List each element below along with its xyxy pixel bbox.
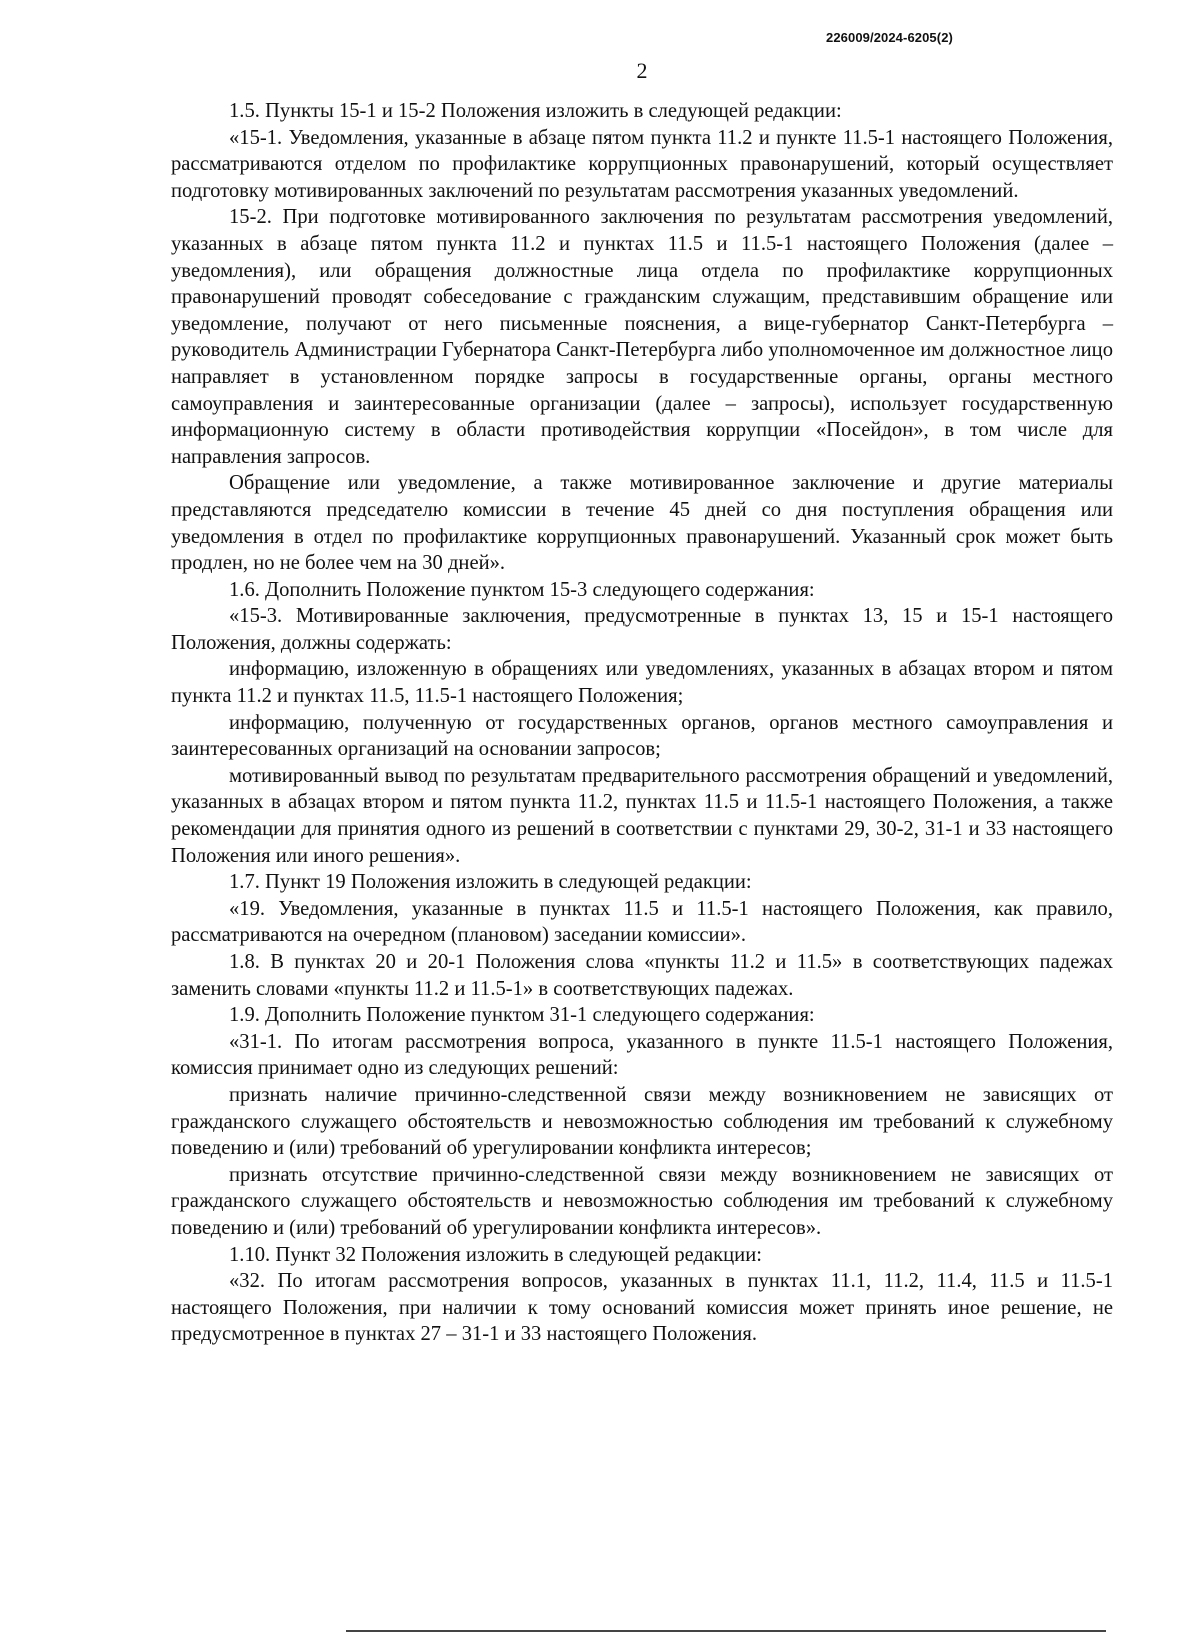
paragraph-1-9: 1.9. Дополнить Положение пунктом 31-1 следующего содержания:	[229, 1004, 815, 1027]
paragraph-31-1: «31-1. По итогам рассмотрения вопроса, указанного в пункте 11.5-1 настоящего Положения, комиссия принимает одно из следующих решений:	[171, 1030, 1113, 1080]
paragraph-1-5: 1.5. Пункты 15-1 и 15-2 Положения изложить в следующей редакции:	[229, 100, 842, 122]
paragraph-1-7: 1.7. Пункт 19 Положения изложить в следующей редакции:	[229, 871, 752, 894]
page-number: 2	[636, 58, 648, 83]
paragraph-15-3: «15-3. Мотивированные заключения, предусмотренные в пунктах 13, 15 и 15-1 настоящего Положения, должны содержать:	[171, 605, 1113, 654]
paragraph-31-1-option-1: признать наличие причинно-следственной связи между возникновением не зависящих от гражданского служащего обстоятельств и невозможностью соблюдения им требований к служебному поведению и (или) требований об урегулировании конфликта интересов;	[171, 1083, 1113, 1160]
paragraph-15-3-item-3: мотивированный вывод по результатам предварительного рассмотрения обращений и уведомлений, указанных в абзацах втором и пятом пункта 11.2, пунктах 11.5 и 11.5-1 настоящего Положения, а также рекомендации для принятия одного из решений в соответствии с пунктами 29, 30-2, 31-1 и 33 настоящего Положения или иного решения».	[171, 764, 1113, 867]
paragraph-appeal-terms: Обращение или уведомление, а также мотивированное заключение и другие материалы представляются председателю комиссии в течение 45 дней со дня поступления обращения или уведомления в отдел по профилактике коррупционных правонарушений. Указанный срок может быть продлен, но не более чем на 30 дней».	[171, 472, 1113, 575]
paragraph-1-6: 1.6. Дополнить Положение пунктом 15-3 следующего содержания:	[229, 578, 815, 601]
paragraph-19: «19. Уведомления, указанные в пунктах 11.5 и 11.5-1 настоящего Положения, как правило, рассматриваются на очередном (плановом) заседании комиссии».	[171, 897, 1113, 947]
paragraph-15-3-item-2: информацию, полученную от государственных органов, органов местного самоуправления и заинтересованных организаций на основании запросов;	[171, 711, 1113, 761]
page-bottom-edge-line	[346, 1630, 1106, 1632]
paragraph-1-8: 1.8. В пунктах 20 и 20-1 Положения слова «пункты 11.2 и 11.5» в соответствующих падежах заменить словами «пункты 11.2 и 11.5-1» в соответствующих падежах.	[171, 951, 1113, 1000]
paragraph-31-1-option-2: признать отсутствие причинно-следственной связи между возникновением не зависящих от гражданского служащего обстоятельств и невозможностью соблюдения им требований к служебному поведению и (или) требований об урегулировании конфликта интересов».	[171, 1163, 1113, 1239]
paragraph-15-1: «15-1. Уведомления, указанные в абзаце пятом пункта 11.2 и пункте 11.5-1 настоящего Положения, рассматриваются отделом по профилактике коррупционных правонарушений, который осуществляет подготовку мотивированных заключений по результатам рассмотрения указанных уведомлений.	[171, 126, 1113, 202]
paragraph-32: «32. По итогам рассмотрения вопросов, указанных в пунктах 11.1, 11.2, 11.4, 11.5 и 11.5-1 настоящего Положения, при наличии к тому оснований комиссия может принять иное решение, не предусмотренное в пунктах 27 – 31-1 и 33 настоящего Положения.	[171, 1270, 1113, 1346]
paragraph-15-3-item-1: информацию, изложенную в обращениях или уведомлениях, указанных в абзацах втором и пятом пункта 11.2 и пунктах 11.5, 11.5-1 настоящего Положения;	[171, 658, 1113, 708]
document-body	[171, 98, 1113, 1348]
document-registration-number: 226009/2024-6205(2)	[826, 30, 953, 45]
paragraph-1-10: 1.10. Пункт 32 Положения изложить в следующей редакции:	[229, 1243, 762, 1266]
paragraph-15-2: 15-2. При подготовке мотивированного заключения по результатам рассмотрения уведомлений, указанных в абзаце пятом пункта 11.2 и пунктах 11.5 и 11.5-1 настоящего Положения (далее – уведомления), или обращения должностные лица отдела по профилактике коррупционных правонарушений проводят собеседование с гражданским служащим, представившим обращение или уведомление, получают от него письменные пояснения, а вице-губернатор Санкт-Петербурга – руководитель Администрации Губернатора Санкт-Петербурга либо уполномоченное им должностное лицо направляет в установленном порядке запросы в государственные органы, органы местного самоуправления и заинтересованные организации (далее – запросы), использует государственную информационную систему в области противодействия коррупции «Посейдон», в том числе для направления запросов.	[171, 206, 1113, 468]
